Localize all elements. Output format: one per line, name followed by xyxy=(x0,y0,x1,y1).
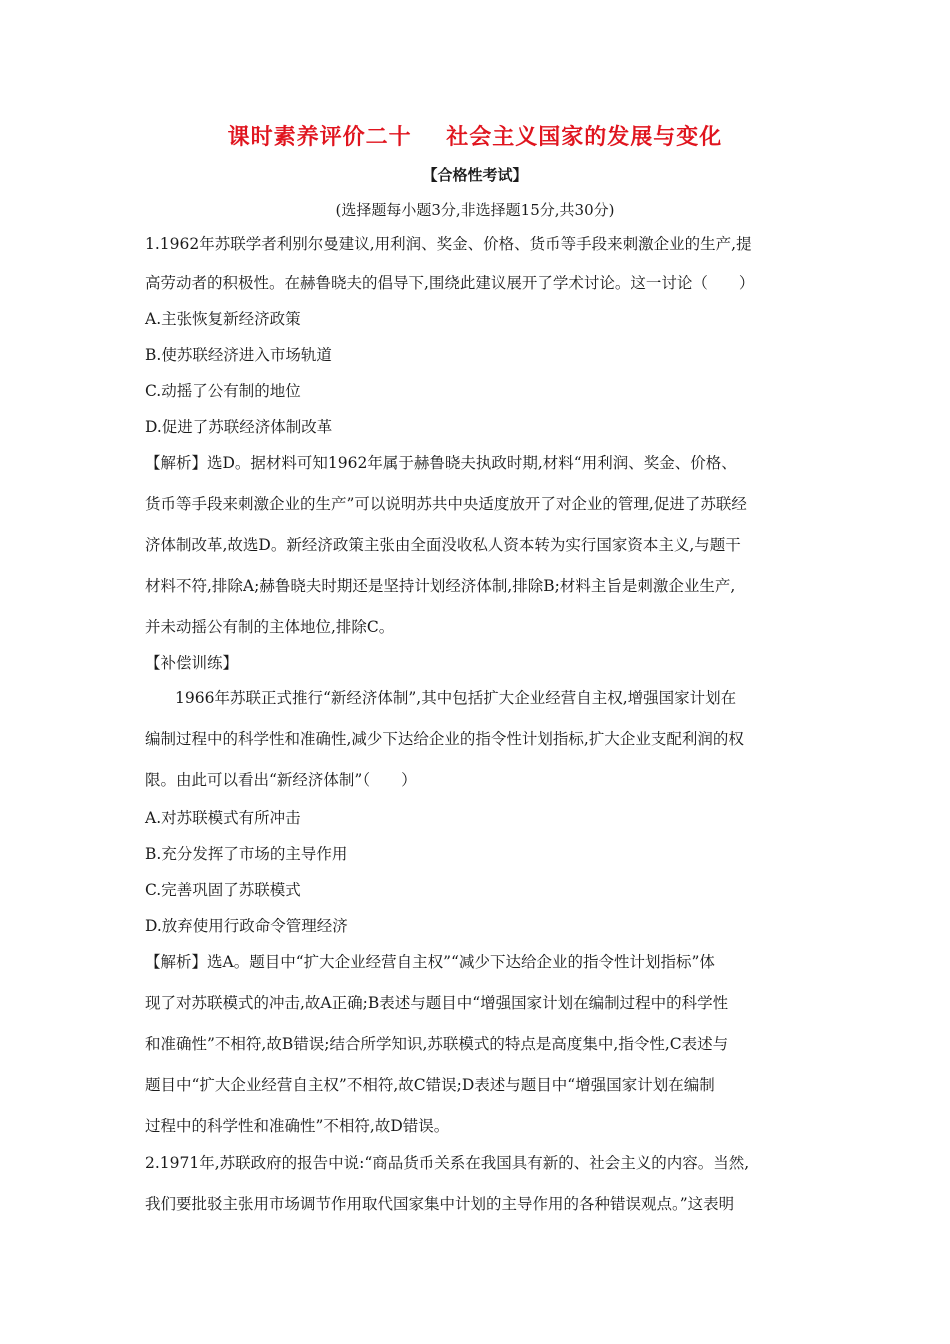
supplementary-stem: 1966年苏联正式推行“新经济体制”,其中包括扩大企业经营自主权,增强国家计划在 xyxy=(175,689,737,707)
option-a: A.对苏联模式有所冲击 xyxy=(145,809,301,827)
section-heading: 【合格性考试】 xyxy=(422,166,528,184)
analysis-text: 【解析】选A。题目中“扩大企业经营自主权”“减少下达给企业的指令性计划指标”体 xyxy=(145,953,715,971)
option-a: A.主张恢复新经济政策 xyxy=(145,310,301,328)
analysis-text: 材料不符,排除A;赫鲁晓夫时期还是坚持计划经济体制,排除B;材料主旨是刺激企业生产, xyxy=(145,577,736,595)
supplementary-heading: 【补偿训练】 xyxy=(145,654,239,672)
analysis-text: 过程中的科学性和准确性”不相符,故D错误。 xyxy=(145,1117,450,1135)
question-1-stem: 高劳动者的积极性。在赫鲁晓夫的倡导下,围绕此建议展开了学术讨论。这一讨论（ ） xyxy=(145,274,755,292)
question-1-stem: 1.1962年苏联学者利别尔曼建议,用利润、奖金、价格、货币等手段来刺激企业的生产,提 xyxy=(145,235,752,253)
option-c: C.完善巩固了苏联模式 xyxy=(145,881,301,899)
option-d: D.促进了苏联经济体制改革 xyxy=(145,418,333,436)
option-c: C.动摇了公有制的地位 xyxy=(145,382,301,400)
analysis-text: 货币等手段来刺激企业的生产”可以说明苏共中央适度放开了对企业的管理,促进了苏联经 xyxy=(145,495,747,513)
analysis-text: 和准确性”不相符,故B错误;结合所学知识,苏联模式的特点是高度集中,指令性,C表述与 xyxy=(145,1035,729,1053)
question-2-stem: 我们要批驳主张用市场调节作用取代国家集中计划的主导作用的各种错误观点。”这表明 xyxy=(145,1195,735,1213)
supplementary-stem: 限。由此可以看出“新经济体制”（ ） xyxy=(145,771,417,789)
supplementary-stem: 编制过程中的科学性和准确性,减少下达给企业的指令性计划指标,扩大企业支配利润的权 xyxy=(145,730,744,748)
scoring-note: (选择题每小题3分,非选择题15分,共30分) xyxy=(335,201,615,219)
option-d: D.放弃使用行政命令管理经济 xyxy=(145,917,348,935)
analysis-text: 并未动摇公有制的主体地位,排除C。 xyxy=(145,618,395,636)
page-title: 课时素养评价二十 社会主义国家的发展与变化 xyxy=(227,125,723,150)
analysis-text: 题目中“扩大企业经营自主权”不相符,故C错误;D表述与题目中“增强国家计划在编制 xyxy=(145,1076,715,1094)
option-b: B.使苏联经济进入市场轨道 xyxy=(145,346,332,364)
analysis-text: 【解析】选D。据材料可知1962年属于赫鲁晓夫执政时期,材料“用利润、奖金、价格、 xyxy=(145,454,737,472)
analysis-text: 济体制改革,故选D。新经济政策主张由全面没收私人资本转为实行国家资本主义,与题干 xyxy=(145,536,741,554)
question-2-stem: 2.1971年,苏联政府的报告中说:“商品货币关系在我国具有新的、社会主义的内容。当然, xyxy=(145,1154,750,1172)
analysis-text: 现了对苏联模式的冲击,故A正确;B表述与题目中“增强国家计划在编制过程中的科学性 xyxy=(145,994,729,1012)
option-b: B.充分发挥了市场的主导作用 xyxy=(145,845,348,863)
